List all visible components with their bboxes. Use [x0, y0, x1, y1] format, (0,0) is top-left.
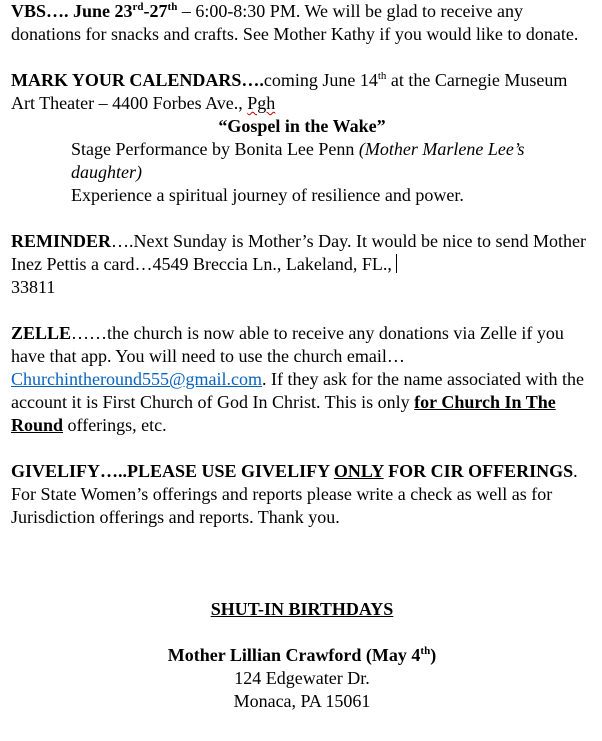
shutin-address-1: 124 Edgewater Dr.: [234, 668, 370, 688]
givelify-label-2: FOR CIR OFFERINGS: [383, 461, 574, 481]
spacer: [11, 575, 593, 598]
reminder-paragraph: [11, 230, 593, 299]
calendars-sup: th: [377, 70, 387, 82]
calendars-label: MARK YOUR CALENDARS….: [11, 70, 264, 90]
event-title: “Gospel in the Wake”: [218, 116, 386, 136]
givelify-text: . For State Women’s offerings and reports please write a check as well as for Jurisdiction offerings and reports. Thank you.: [11, 461, 578, 527]
spacer: [11, 207, 593, 230]
vbs-sup-th: th: [167, 1, 178, 13]
zelle-text-3: offerings, etc.: [63, 415, 167, 435]
spacer: [11, 529, 593, 552]
event-line-2: Experience a spiritual journey of resilience and power.: [71, 185, 464, 205]
shutin-heading: SHUT-IN BIRTHDAYS: [210, 599, 394, 619]
vbs-paragraph: [11, 0, 593, 46]
zelle-text-2: . If they ask for the name associated with the account it is First Church of God In Christ. This is only: [11, 369, 584, 412]
vbs-date-start: VBS…. June 23: [11, 1, 133, 21]
spacer: [11, 552, 593, 575]
pgh-spellcheck-word[interactable]: Pgh: [247, 93, 276, 113]
spacer: [11, 621, 593, 644]
shutin-name-sup: th: [420, 645, 431, 657]
spacer: [11, 299, 593, 322]
event-performer-note: (Mother Marlene Lee’s daughter): [71, 139, 525, 182]
reminder-zip: 33811: [11, 277, 56, 297]
vbs-label: [11, 1, 177, 21]
spacer: [11, 437, 593, 460]
zelle-text-1: ……the church is now able to receive any donations via Zelle if you have that app. You will need to use the church email…: [11, 323, 564, 366]
vbs-sup-rd: rd: [132, 1, 144, 13]
vbs-date-end: -27: [143, 1, 168, 21]
reminder-label: REMINDER: [11, 231, 112, 251]
calendars-paragraph: [11, 69, 593, 115]
church-email-link[interactable]: Churchintheround555@gmail.com: [11, 369, 263, 389]
zelle-emphasis: for Church In The Round: [11, 392, 556, 435]
event-line-1: [11, 138, 593, 184]
vbs-text: – 6:00-8:30 PM. We will be glad to receive any donations for snacks and crafts. See Mother Kathy if you would like to donate.: [11, 1, 579, 44]
calendars-text-2: at the Carnegie Museum Art Theater – 4400 Forbes Ave.,: [11, 70, 568, 113]
givelify-paragraph: [11, 460, 593, 529]
bulletin-page: [11, 0, 593, 713]
text-cursor: [396, 254, 397, 273]
reminder-text: ….Next Sunday is Mother’s Day. It would be nice to send Mother Inez Pettis a card…4549 Breccia Ln., Lakeland, FL.,: [11, 231, 586, 274]
calendars-text-1: coming June 14: [263, 70, 378, 90]
shutin-name-text: Mother Lillian Crawford (May 4: [167, 645, 421, 665]
zelle-label: ZELLE: [11, 323, 72, 343]
spacer: [11, 46, 593, 69]
shutin-address-2: Monaca, PA 15061: [233, 691, 371, 711]
shutin-name: [11, 644, 593, 667]
givelify-only: ONLY: [333, 461, 384, 481]
zelle-paragraph: [11, 322, 593, 437]
event-performer: Stage Performance by Bonita Lee Penn: [71, 139, 359, 159]
shutin-name-end: ): [430, 645, 437, 665]
givelify-label-1: GIVELIFY…..PLEASE USE GIVELIFY: [11, 461, 334, 481]
